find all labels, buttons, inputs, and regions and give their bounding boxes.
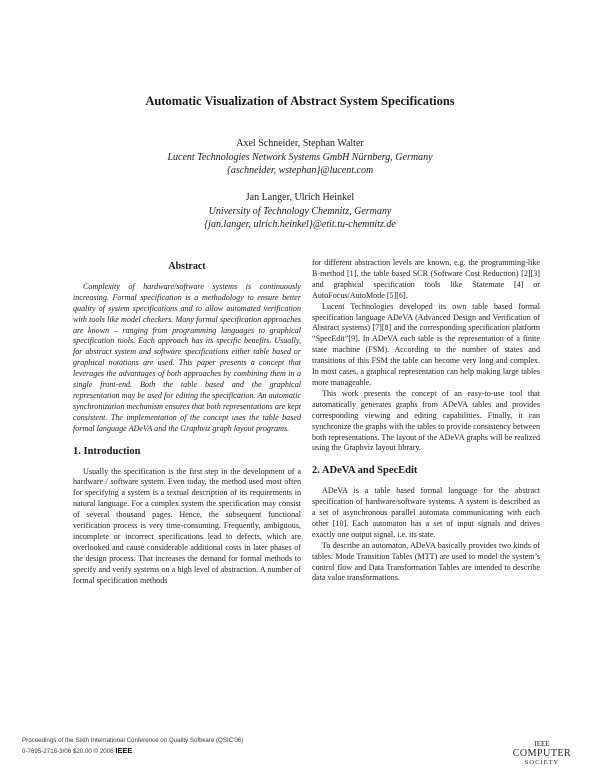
section2-paragraph-1: ADeVA is a table based formal language for the abstract specification of hardware/software systems. A system is described as a set of asynchronous parallel automata communicating with each other [10]. Each automaton has a set of input signals and drives exactly one output signal, i.e. its state. — [312, 486, 540, 539]
right-column — [312, 258, 540, 584]
page-footer — [22, 736, 243, 757]
paper-title: Automatic Visualization of Abstract System Specifications — [145, 94, 455, 108]
author-email-2: {jan.langer, ulrich.heinkel}@etit.tu-chemnitz.de — [204, 219, 396, 230]
author-email-1: {aschneider, wstephan}@lucent.com — [226, 165, 374, 176]
intro-paragraph-2: Lucent Technologies developed its own table based formal specification language ADeVA (Advanced Design and Verification of Abstract systems) [7][8] and the corresponding specification platform “SpecEdit”[9]. In ADeVA each table is the representation of a finite state machine (FSM). According to the number of states and transitions of this FSM the table can become very long and complex. In most cases, a graphical representation can help making large tables more manageable. — [312, 301, 540, 387]
author-block-1 — [0, 137, 600, 178]
intro-paragraph-3: This work presents the concept of an easy-to-use tool that automatically generates graphs from ADeVA tables and provides corresponding viewing and editing capabilities. Finally, it can synchronize the graphs with the tables to provide consistency between both representations. The layout of the ADeVA graphs will be realized using the Graphviz layout library. — [312, 388, 540, 453]
ieee-logo-text: IEEE — [115, 746, 133, 755]
abstract-body: Complexity of hardware/software systems is continuously increasing. Formal specification is a methodology to ensure better quality of system specifications and to allow automated verification with tools like model checkers. Many formal specification approaches are known – ranging from programming languages to graphical specification tools. Each approach has its specific benefits. Usually, for abstract system and software specifications either table based or graphical notations are used. This paper presents a concept that leverages the advantages of both approaches by combining them in a single front-end. Both the table based and the graphical representation may be used for editing the specification. An automatic synchronization mechanism ensures that both representations are kept consistent. The implementation of the concept uses the table based formal language ADeVA and the Graphviz graph layout programs. — [73, 281, 301, 433]
logo-computer-text: COMPUTER — [512, 748, 572, 759]
author-block-2 — [0, 191, 600, 232]
intro-paragraph-1-continued: for different abstraction levels are known, e.g. the programming-like B-method [1], the table based SCR (Software Cost Reduction) [2][3] and graphical specification tools like Statemate [4] or AutoFocus/AutoMode [5][6]. — [312, 258, 540, 300]
author-affiliation-1: Lucent Technologies Network Systems GmbH Nürnberg, Germany — [167, 151, 433, 163]
section-heading-introduction: 1. Introduction — [73, 445, 141, 457]
footer-isbn: 0-7695-2718-3/06 $20.00 © 2006 — [22, 748, 114, 755]
intro-paragraph-1: Usually the specification is the first step in the development of a hardware / software system. Even today, the method used most often for specifying a system is a textual description of its requirements in natural language. For a complex system the specification may consist of several thousand pages. Hence, the subsequent functional verification process is very time-consuming. Frequently, ambiguous, incomplete or incorrect specifications lead to defects, which are overlooked and cause considerable additional costs in later phases of the design process. That increases the demand for formal methods to specify and verify systems on a high level of abstraction. A number of formal specification methods — [73, 466, 301, 585]
logo-society-text: SOCIETY — [524, 759, 560, 766]
left-column — [73, 258, 301, 586]
author-names-2: Jan Langer, Ulrich Heinkel — [245, 192, 355, 203]
author-names-1: Axel Schneider, Stephan Walter — [236, 138, 364, 149]
computer-society-logo — [506, 740, 578, 766]
footer-proceedings: Proceedings of the Sixth International Conference on Quality Software (QSIC'06) — [22, 737, 244, 744]
section2-paragraph-2: To describe an automaton, ADeVA basically provides two kinds of tables: Mode Transition Tables (MTT) are used to model the system’s control flow and Data Transformation Tables are intended to describe data value transformations. — [312, 540, 540, 583]
footer-copyright — [22, 746, 243, 757]
abstract-heading: Abstract — [168, 261, 206, 272]
section-heading-adeva: 2. ADeVA and SpecEdit — [312, 465, 418, 477]
author-affiliation-2: University of Technology Chemnitz, Germany — [208, 205, 392, 217]
logo-mark: IEEE — [534, 740, 550, 748]
